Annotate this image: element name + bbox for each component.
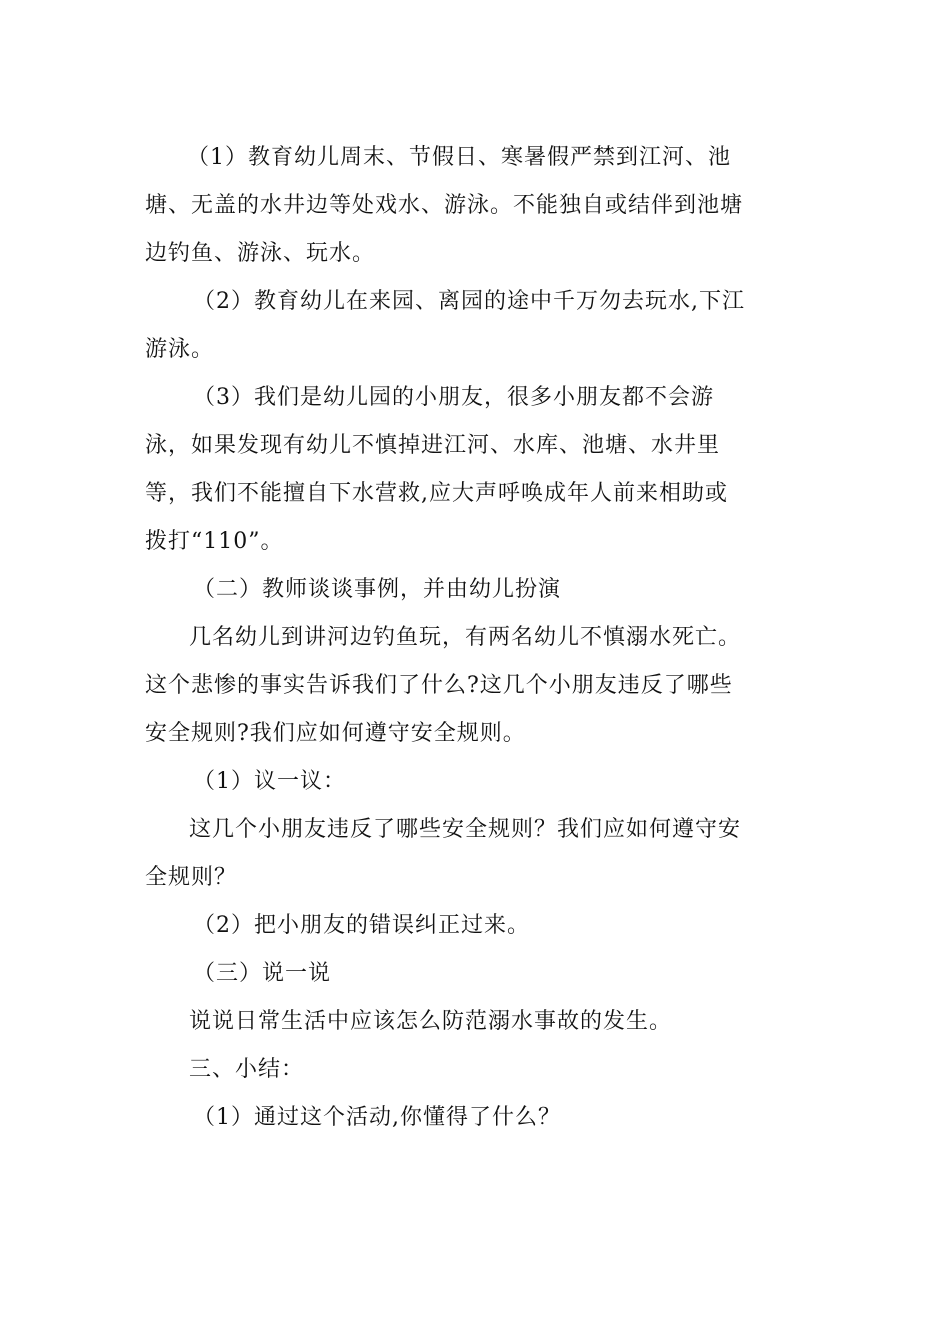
section-heading-teacher-example: （二）教师谈谈事例，并由幼儿扮演: [193, 577, 562, 602]
subheading-correct-mistakes: （2）把小朋友的错误纠正过来。: [193, 913, 530, 938]
paragraph-rule-3: （3）我们是幼儿园的小朋友，很多小朋友都不会游泳，如果发现有幼儿不慎掉进江河、水库、池塘、水井里等，我们不能擅自下水营救,应大声呼唤成年人前来相助或拨打“110”。: [145, 385, 728, 554]
section-heading-talk: （三）说一说: [193, 961, 332, 986]
paragraph-example-story: 几名幼儿到讲河边钓鱼玩，有两名幼儿不慎溺水死亡。这个悲惨的事实告诉我们了什么?这几个小朋友违反了哪些安全规则?我们应如何遵守安全规则。: [145, 625, 742, 746]
paragraph-talk-prompt: 说说日常生活中应该怎么防范溺水事故的发生。: [189, 1009, 673, 1034]
paragraph-rule-1: （1）教育幼儿周末、节假日、寒暑假严禁到江河、池塘、无盖的水井边等处戏水、游泳。不能独自或结伴到池塘边钓鱼、游泳、玩水。: [145, 145, 744, 266]
section-heading-summary: 三、小结：: [189, 1057, 305, 1082]
paragraph-summary-question: （1）通过这个活动,你懂得了什么？: [193, 1105, 561, 1130]
paragraph-rule-2: （2）教育幼儿在来园、离园的途中千万勿去玩水,下江游泳。: [145, 289, 745, 362]
document-body: [145, 134, 745, 1142]
paragraph-discuss-question: 这几个小朋友违反了哪些安全规则？我们应如何遵守安全规则？: [145, 817, 742, 890]
subheading-discuss: （1）议一议：: [193, 769, 346, 794]
